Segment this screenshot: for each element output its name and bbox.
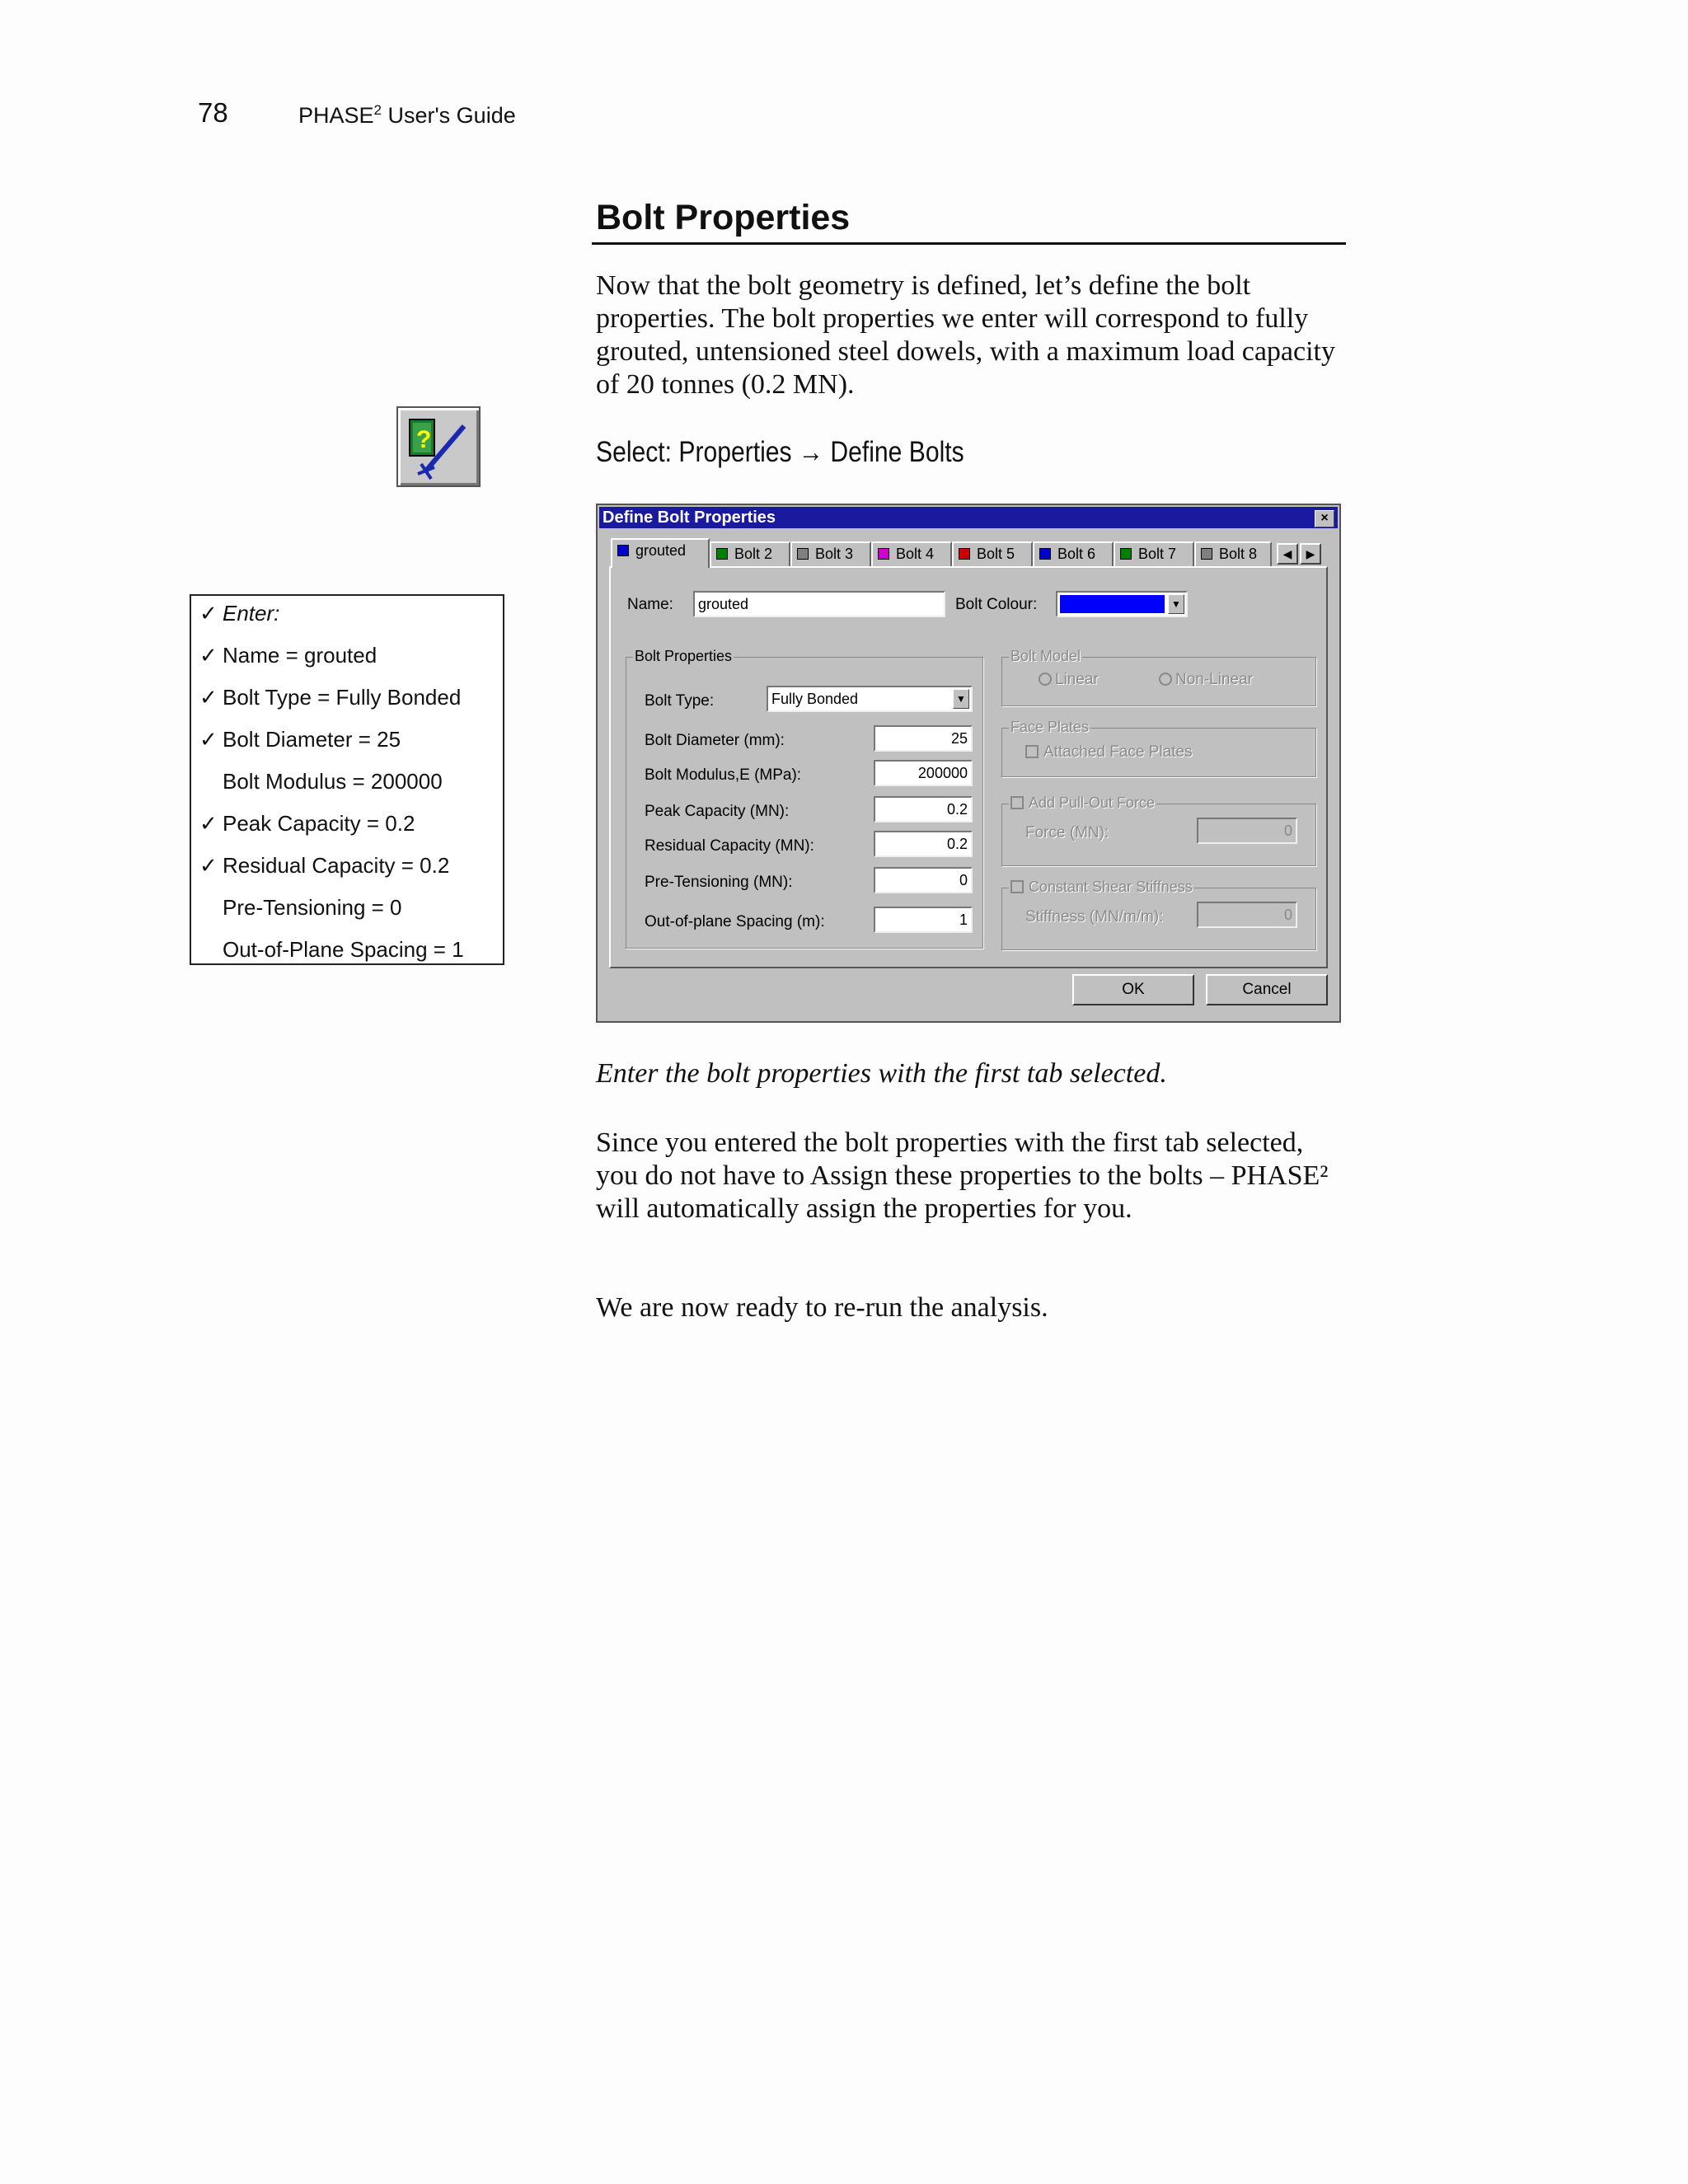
face-plates-group	[1001, 719, 1316, 777]
chevron-down-icon: ▼	[1168, 594, 1184, 614]
radio-icon	[1159, 673, 1172, 686]
figure-caption: Enter the bolt properties with the first tab selected.	[596, 1058, 1167, 1089]
bolt-modulus-field[interactable]: 200000	[874, 760, 973, 786]
checklist-item: Out-of-Plane Spacing = 1	[223, 937, 464, 962]
name-field[interactable]: grouted	[693, 591, 945, 617]
tab-grouted[interactable]: grouted	[611, 538, 710, 568]
tab-bolt-4[interactable]: Bolt 4	[871, 541, 952, 566]
bolt-colour-swatch	[797, 548, 809, 560]
checkmark-icon: ✓	[199, 601, 218, 626]
checklist-item: ✓ Name = grouted	[199, 643, 377, 668]
checkbox-icon	[1025, 745, 1039, 758]
svg-text:?: ?	[416, 426, 432, 453]
checklist-item: ✓ Residual Capacity = 0.2	[199, 853, 450, 878]
field-label: Residual Capacity (MN):	[645, 837, 814, 855]
bolt-colour-swatch	[878, 548, 889, 560]
checklist-item: ✓ Bolt Type = Fully Bonded	[199, 685, 462, 710]
tab-scroll-left-icon[interactable]: ◀	[1277, 543, 1298, 565]
checkmark-icon: ✓	[199, 853, 218, 878]
ok-button[interactable]: OK	[1072, 974, 1194, 1005]
pull-out-force-group	[1001, 794, 1316, 866]
field-label: Bolt Diameter (mm):	[645, 732, 785, 749]
tab-bolt-2[interactable]: Bolt 2	[710, 541, 790, 566]
select-instruction: Select: Properties → Define Bolts	[596, 436, 964, 468]
bolt-properties-icon	[398, 408, 479, 485]
bolt-colour-swatch	[1039, 548, 1051, 560]
radio-icon	[1039, 673, 1052, 686]
shear-stiffness-group	[1001, 879, 1316, 950]
chevron-down-icon: ▼	[953, 689, 969, 709]
body-paragraph: We are now ready to re-run the analysis.	[596, 1292, 1048, 1323]
checkbox-icon	[1010, 796, 1024, 809]
page-number: 78	[198, 97, 228, 128]
attached-face-plates-checkbox[interactable]: Attached Face Plates	[1025, 743, 1193, 762]
group-title: Bolt Model	[1010, 648, 1081, 664]
body-paragraph: Since you entered the bolt properties with the first tab selected, you do not have to Assign these properties to the bolts – PHASE² will automatically assign the properties for you.	[596, 1127, 1329, 1224]
tab-bolt-3[interactable]: Bolt 3	[790, 541, 871, 566]
force-label: Force (MN):	[1025, 824, 1109, 841]
tab-bolt-6[interactable]: Bolt 6	[1033, 541, 1114, 566]
checklist-box	[190, 594, 504, 965]
constant-shear-stiffness-checkbox[interactable]: Constant Shear Stiffness	[1009, 879, 1194, 896]
stiffness-label: Stiffness (MN/m/m):	[1025, 908, 1164, 926]
field-label: Pre-Tensioning (MN):	[645, 874, 793, 891]
checklist-item: Bolt Modulus = 200000	[223, 769, 443, 794]
checklist-item: ✓ Bolt Diameter = 25	[199, 727, 401, 752]
running-header	[298, 102, 516, 129]
bolt-model-group	[1001, 648, 1316, 706]
dialog-title: Define Bolt Properties	[603, 509, 776, 527]
bolt-colour-swatch	[617, 545, 629, 556]
group-title: Face Plates	[1010, 719, 1090, 735]
name-label: Name:	[627, 596, 673, 613]
checkmark-icon: ✓	[199, 727, 218, 752]
field-label: Out-of-plane Spacing (m):	[645, 913, 825, 930]
title-rule	[592, 242, 1346, 245]
linear-radio[interactable]: Linear	[1039, 671, 1099, 689]
checklist-item: Pre-Tensioning = 0	[223, 895, 402, 920]
bolt-colour-swatch	[1120, 548, 1132, 560]
pull-out-force-checkbox[interactable]: Add Pull-Out Force	[1009, 794, 1156, 812]
tab-scroll-right-icon[interactable]: ▶	[1300, 543, 1321, 565]
checkmark-icon: ✓	[199, 811, 218, 836]
group-title: Bolt Properties	[635, 648, 733, 664]
define-bolts-toolbar-icon	[396, 406, 481, 487]
section-title: Bolt Properties	[596, 198, 851, 237]
tab-bolt-8[interactable]: Bolt 8	[1194, 541, 1272, 566]
bolt-type-dropdown[interactable]: Fully Bonded ▼	[767, 686, 973, 712]
non-linear-radio[interactable]: Non-Linear	[1159, 671, 1253, 689]
checklist-item: ✓ Enter:	[199, 601, 280, 626]
checkmark-icon: ✓	[199, 643, 218, 668]
bolt-properties-group	[626, 648, 983, 949]
out-of-plane-spacing-field[interactable]: 1	[874, 907, 973, 933]
define-bolt-properties-dialog	[596, 504, 1341, 1023]
close-icon[interactable]: ×	[1315, 510, 1334, 527]
bolt-colour-dropdown[interactable]	[1056, 591, 1188, 617]
tab-bolt-7[interactable]: Bolt 7	[1114, 541, 1194, 566]
bolt-colour-swatch	[716, 548, 728, 560]
shear-stiffness-field[interactable]: 0	[1197, 902, 1297, 928]
checkmark-icon: ✓	[199, 685, 218, 710]
guide-suffix: User's Guide	[382, 103, 516, 128]
checkbox-icon	[1010, 880, 1024, 893]
intro-paragraph: Now that the bolt geometry is defined, let’s define the bolt properties. The bolt properties we enter will correspond to fully grouted, untensioned steel dowels, with a maximum load capacity of 20 tonnes (0.2 MN).	[596, 270, 1335, 400]
guide-superscript: 2	[373, 102, 382, 118]
dialog-title-bar	[599, 507, 1338, 528]
field-label: Peak Capacity (MN):	[645, 803, 790, 820]
bolt-diameter-field[interactable]: 25	[874, 725, 973, 752]
tab-panel	[609, 566, 1328, 968]
bolt-colour-swatch	[959, 548, 970, 560]
guide-name: PHASE	[298, 103, 374, 128]
bolt-type-label: Bolt Type:	[645, 692, 715, 710]
field-label: Bolt Modulus,E (MPa):	[645, 766, 802, 784]
bolt-colour-swatch	[1201, 548, 1212, 560]
pull-out-force-field[interactable]: 0	[1197, 818, 1297, 844]
tab-bolt-5[interactable]: Bolt 5	[952, 541, 1033, 566]
pre-tensioning-field[interactable]: 0	[874, 867, 973, 893]
colour-preview	[1060, 595, 1165, 613]
residual-capacity-field[interactable]: 0.2	[874, 831, 973, 857]
bolt-colour-label: Bolt Colour:	[955, 596, 1038, 613]
peak-capacity-field[interactable]: 0.2	[874, 796, 973, 823]
cancel-button[interactable]: Cancel	[1206, 974, 1328, 1005]
checklist-item: ✓ Peak Capacity = 0.2	[199, 811, 415, 836]
